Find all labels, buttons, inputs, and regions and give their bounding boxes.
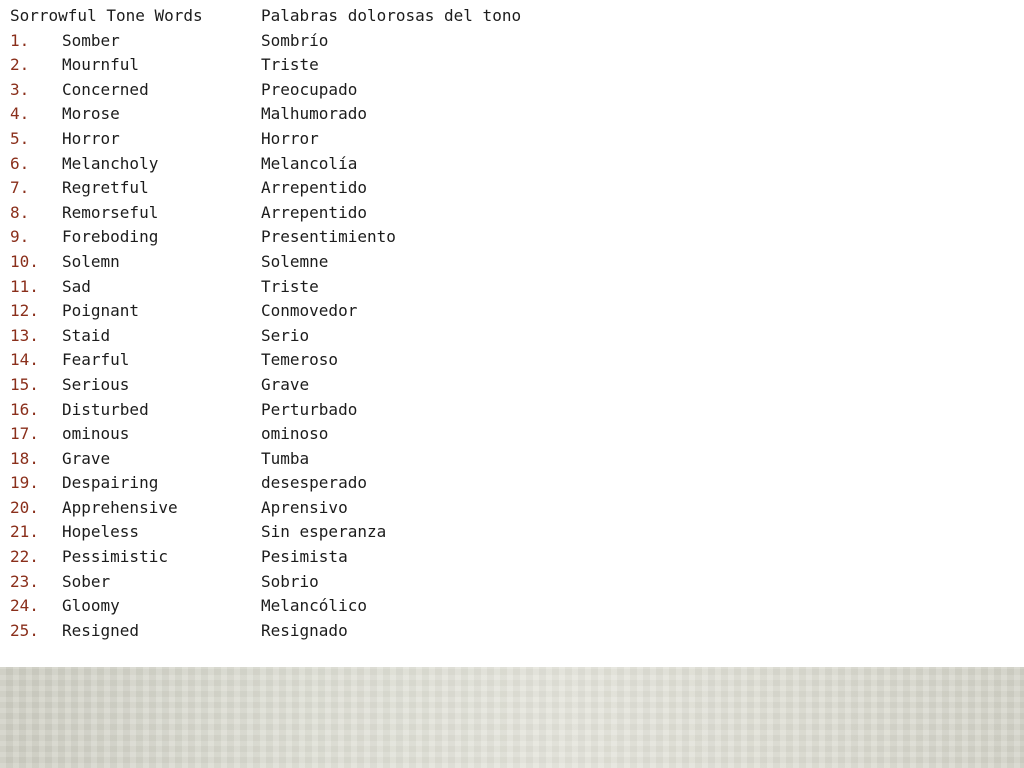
english-word: Somber [62,30,120,50]
english-word: Melancholy [62,153,159,173]
list-item [10,447,630,472]
english-word: Solemn [62,251,120,271]
spanish-word: Melancolía [261,153,358,173]
list-item [10,275,630,300]
english-word: Gloomy [62,596,120,616]
english-word: Sad [62,276,91,296]
list-item [10,570,630,595]
header-english: Sorrowful Tone Words [10,6,203,25]
item-number: 13. [10,325,39,345]
english-word: ominous [62,424,130,444]
spanish-word: Preocupado [261,79,358,99]
item-number: 16. [10,399,39,419]
spanish-word: Sin esperanza [261,522,387,542]
english-word: Grave [62,448,111,468]
spanish-word: Conmovedor [261,301,358,321]
spanish-word: Resignado [261,620,348,640]
word-list [10,4,630,643]
english-word: Remorseful [62,202,159,222]
item-number: 11. [10,276,39,296]
item-number: 17. [10,424,39,444]
spanish-word: Temeroso [261,350,339,370]
spanish-word: Presentimiento [261,227,396,247]
item-number: 4. [10,104,30,124]
item-number: 23. [10,571,39,591]
list-item [10,78,630,103]
spanish-word: Triste [261,55,319,75]
item-number: 14. [10,350,39,370]
english-word: Resigned [62,620,140,640]
english-word: Staid [62,325,111,345]
list-item [10,201,630,226]
item-number: 15. [10,374,39,394]
english-word: Foreboding [62,227,159,247]
list-item [10,176,630,201]
item-number: 2. [10,55,30,75]
list-item [10,594,630,619]
english-word: Poignant [62,301,140,321]
item-number: 19. [10,473,39,493]
spanish-word: Triste [261,276,319,296]
english-word: Fearful [62,350,130,370]
list-item [10,348,630,373]
item-number: 10. [10,251,39,271]
list-item [10,324,630,349]
item-number: 18. [10,448,39,468]
english-word: Serious [62,374,130,394]
item-number: 5. [10,128,30,148]
list-item [10,225,630,250]
english-word: Regretful [62,178,149,198]
list-item [10,250,630,275]
list-item [10,545,630,570]
list-item [10,398,630,423]
item-number: 7. [10,178,30,198]
list-item [10,373,630,398]
list-item [10,53,630,78]
spanish-word: Horror [261,128,319,148]
word-rows [10,29,630,644]
spanish-word: desesperado [261,473,367,493]
english-word: Mournful [62,55,140,75]
item-number: 24. [10,596,39,616]
header-row [10,4,630,29]
english-word: Pessimistic [62,547,168,567]
footer-texture [0,667,1024,768]
spanish-word: Aprensivo [261,497,348,517]
spanish-word: Solemne [261,251,329,271]
spanish-word: Serio [261,325,310,345]
spanish-word: Tumba [261,448,310,468]
item-number: 22. [10,547,39,567]
header-spanish: Palabras dolorosas del tono [261,6,522,25]
english-word: Concerned [62,79,149,99]
list-item [10,127,630,152]
list-item [10,299,630,324]
item-number: 3. [10,79,30,99]
spanish-word: Sombrío [261,30,329,50]
spanish-word: Pesimista [261,547,348,567]
list-item [10,102,630,127]
list-item [10,619,630,644]
spanish-word: Arrepentido [261,178,367,198]
list-item [10,29,630,54]
list-item [10,152,630,177]
item-number: 12. [10,301,39,321]
list-item [10,471,630,496]
english-word: Despairing [62,473,159,493]
english-word: Hopeless [62,522,140,542]
item-number: 25. [10,620,39,640]
list-item [10,496,630,521]
list-item [10,520,630,545]
item-number: 1. [10,30,30,50]
english-word: Morose [62,104,120,124]
item-number: 21. [10,522,39,542]
list-item [10,422,630,447]
spanish-word: Perturbado [261,399,358,419]
english-word: Sober [62,571,111,591]
item-number: 8. [10,202,30,222]
spanish-word: Grave [261,374,310,394]
spanish-word: Melancólico [261,596,367,616]
spanish-word: ominoso [261,424,329,444]
spanish-word: Arrepentido [261,202,367,222]
spanish-word: Sobrio [261,571,319,591]
english-word: Apprehensive [62,497,178,517]
item-number: 20. [10,497,39,517]
spanish-word: Malhumorado [261,104,367,124]
item-number: 6. [10,153,30,173]
english-word: Disturbed [62,399,149,419]
item-number: 9. [10,227,30,247]
english-word: Horror [62,128,120,148]
